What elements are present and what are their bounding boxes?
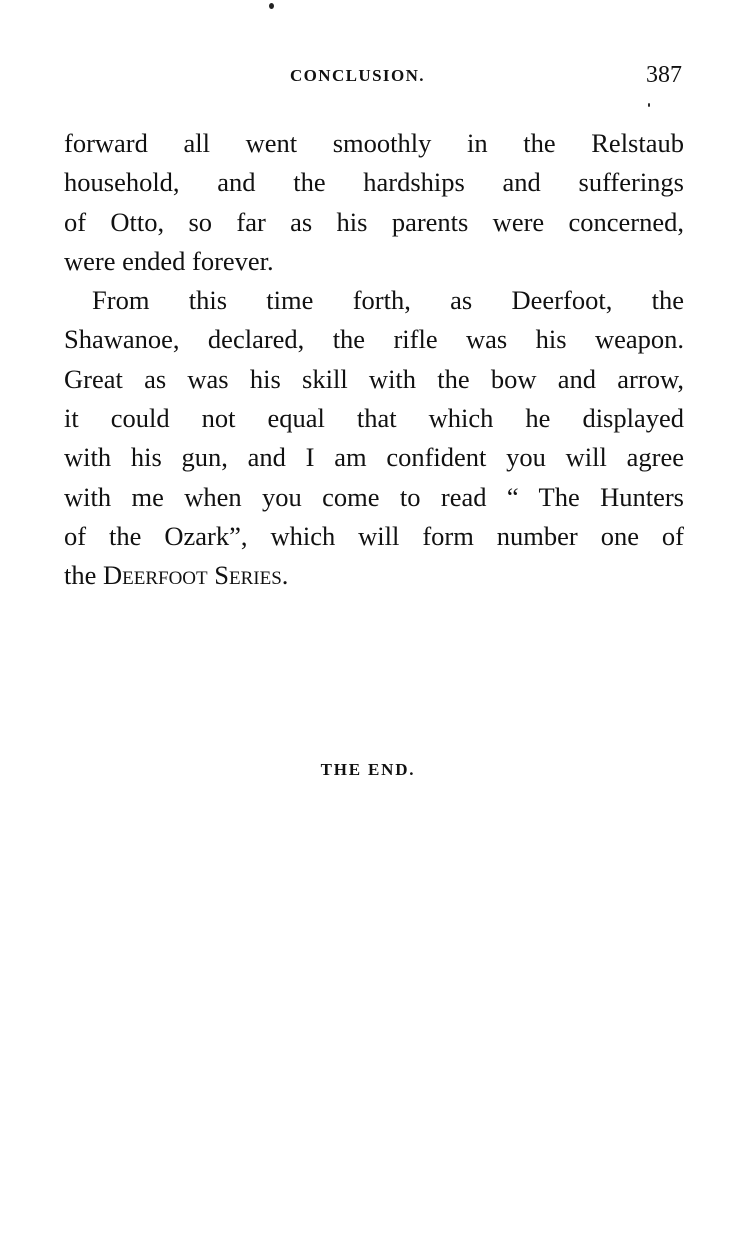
text-line: of Otto, so far as his parents were concerned, [64,206,684,237]
text-line: of the Ozark”, which will form number one of [64,520,684,551]
text-line: with me when you come to read “ The Hunters [64,481,684,512]
the-end: THE END. [320,760,416,779]
ink-speck [269,3,274,9]
text-line: household, and the hardships and sufferings [64,167,684,198]
ink-speck [648,103,650,107]
body-text [64,124,684,596]
text-line: with his gun, and I am confident you will agree [64,442,684,473]
text-line: Great as was his skill with the bow and arrow, [64,363,684,394]
text-line: forward all went smoothly in the Relstaub [64,128,684,158]
text-line: From this time forth, as Deerfoot, the [92,285,684,316]
final-text-line [64,556,684,595]
final-line-prefix: the [64,560,103,591]
text-line: were ended forever. [64,245,274,276]
running-head: CONCLUSION. [290,66,425,85]
text-line: it could not equal that which he displayed [64,403,684,434]
page-header [64,62,684,92]
series-name: Deerfoot Series [103,560,282,591]
final-line-suffix: . [281,560,289,591]
text-line: Shawanoe, declared, the rifle was his weapon. [64,324,684,355]
page-number: 387 [646,62,682,88]
